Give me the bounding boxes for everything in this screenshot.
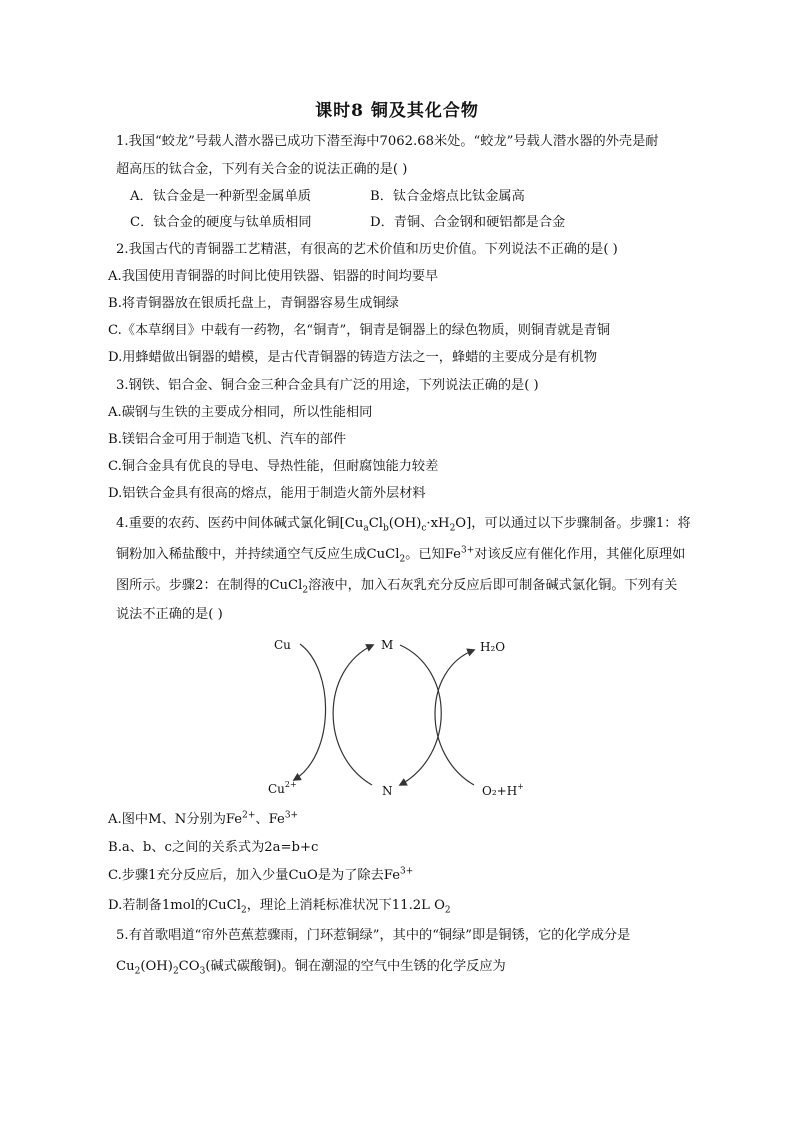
- label-m: M: [381, 638, 394, 652]
- question-1-option-c: C．钛合金的硬度与钛单质相同: [130, 215, 312, 230]
- question-2-option-c: C.《本草纲目》中载有一药物，名“铜青”，铜青是铜器上的绿色物质，则铜青就是青铜: [108, 323, 611, 338]
- question-3-option-c: C.铜合金具有优良的导电、导热性能，但耐腐蚀能力较差: [108, 459, 439, 474]
- question-5-stem-cont: $Cu_2(OH)_2CO_3$(碱式碳酸铜)。铜在潮湿的空气中生锈的化学反应为: [116, 959, 506, 977]
- question-2-option-d: D.用蜂蜡做出铜器的蜡模，是古代青铜器的铸造方法之一，蜂蜡的主要成分是有机物: [108, 350, 598, 365]
- label-o2-h: O₂+H+: [482, 782, 524, 798]
- question-3-option-b: B.镁铝合金可用于制造飞机、汽车的部件: [108, 432, 347, 447]
- question-2-option-a: A.我国使用青铜器的时间比使用铁器、铝器的时间均要早: [108, 269, 439, 284]
- label-n: N: [382, 784, 393, 798]
- arrow-cu-to-cu2plus: [294, 644, 326, 780]
- question-3-stem: 3.钢铁、铝合金、铜合金三种合金具有广泛的用途，下列说法正确的是( ): [116, 378, 539, 393]
- question-4-stem-cont-3: 说法不正确的是( ): [116, 607, 223, 622]
- label-cu2plus: $Cu^{2+}$: [268, 780, 297, 796]
- question-4-option-b: B.a、b、c之间的关系式为2a=b+c: [108, 840, 319, 855]
- question-4-stem: 4.重要的农药、医药中间体碱式氯化铜$[Cu_aCl_b(OH)_c\cdot xH_2O]$，可以通过以下步骤制备。步骤1：将: [116, 516, 691, 534]
- label-h2o: H₂O: [480, 640, 506, 654]
- question-2-stem: 2.我国古代的青铜器工艺精湛，有很高的艺术价值和历史价值。下列说法不正确的是( ): [116, 242, 618, 257]
- catalysis-cycle-diagram: [260, 630, 530, 800]
- question-4-option-d: D.若制备1mol的CuCl$_2$，理论上消耗标准状况下11.2L $O_2$: [108, 898, 451, 916]
- question-1-stem: 1.我国“蛟龙”号载人潜水器已成功下潜至海中7062.68米处。“蛟龙”号载人潜水器的外壳是耐: [116, 134, 659, 149]
- question-4-stem-cont-1: 铜粉加入稀盐酸中，并持续通空气反应生成CuCl$_2$。已知$Fe^{3+}$对该反应有催化作用，其催化原理如: [116, 545, 686, 565]
- question-2-option-b: B.将青铜器放在银质托盘上，青铜器容易生成铜绿: [108, 296, 399, 311]
- question-1-option-b: B．钛合金熔点比钛金属高: [370, 189, 525, 204]
- question-4-option-c: C.步骤1充分反应后，加入少量CuO是为了除去$Fe^{3+}$: [108, 866, 414, 883]
- arrow-n-to-m-left: [333, 645, 373, 785]
- question-1-option-d: D．青铜、合金钢和硬铝都是合金: [370, 215, 566, 230]
- page-title: 课时8 铜及其化合物: [315, 101, 479, 121]
- question-1-option-a: A．钛合金是一种新型金属单质: [130, 189, 311, 204]
- question-4-stem-cont-2: 图所示。步骤2：在制得的CuCl$_2$溶液中，加入石灰乳充分反应后即可制备碱式氯化铜。下列有关: [116, 578, 678, 596]
- question-4-option-a: A.图中M、N分别为$Fe^{2+}$、$Fe^{3+}$: [108, 810, 299, 827]
- question-3-option-d: D.铝铁合金具有很高的熔点，能用于制造火箭外层材料: [108, 486, 426, 501]
- question-1-stem-cont: 超高压的钛合金，下列有关合金的说法正确的是( ): [116, 162, 408, 177]
- question-3-option-a: A.碳钢与生铁的主要成分相同，所以性能相同: [108, 405, 373, 420]
- question-5-stem: 5.有首歌唱道“帘外芭蕉惹骤雨，门环惹铜绿”，其中的“铜绿”即是铜锈，它的化学成分是: [116, 928, 631, 943]
- label-cu: Cu: [274, 638, 291, 652]
